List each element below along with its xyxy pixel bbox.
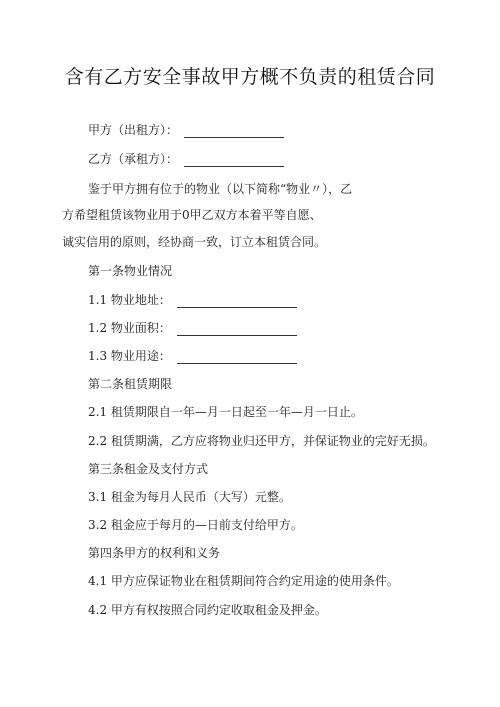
preamble-line-3: 诚实信用的原则，经协商一致，订立本租赁合同。	[62, 235, 327, 249]
item-label: 1.1 物业地址：	[88, 293, 171, 307]
preamble-line-2: 方希望租赁该物业用于0甲乙双方本着平等自愿、	[62, 208, 322, 222]
party-a-label: 甲方（出租方）：	[88, 123, 179, 137]
section-3-item-2: 3.2 租金应于每月的—日前支付给甲方。	[88, 518, 303, 532]
document-title: 含有乙方安全事故甲方概不负责的租赁合同	[64, 66, 436, 88]
section-3-item-1: 3.1 租金为每月人民币（大写）元整。	[88, 490, 291, 504]
address-blank	[177, 294, 297, 308]
party-a-line	[88, 122, 284, 138]
section-2-item-1: 2.1 租赁期限自一年—月一日起至一年—月一日止。	[88, 405, 363, 419]
section-4-item-2: 4.2 甲方有权按照合同约定收取租金及押金。	[88, 603, 327, 617]
item-label: 1.2 物业面积：	[88, 321, 171, 335]
section-4-heading: 第四条甲方的权利和义务	[88, 546, 221, 560]
party-b-blank	[184, 153, 284, 167]
section-3-heading: 第三条租金及支付方式	[88, 462, 209, 476]
section-1-item-3	[88, 348, 297, 364]
section-1-item-2	[88, 320, 297, 336]
party-a-blank	[184, 124, 284, 138]
use-blank	[177, 350, 297, 364]
party-b-line	[88, 151, 284, 167]
area-blank	[177, 322, 297, 336]
section-2-heading: 第二条租赁期限	[88, 377, 173, 391]
preamble-line-1: 鉴于甲方拥有位于的物业（以下简称“物业〃），乙	[88, 182, 353, 196]
section-2-item-2: 2.2 租赁期满，乙方应将物业归还甲方，并保证物业的完好无损。	[88, 434, 435, 448]
section-4-item-1: 4.1 甲方应保证物业在租赁期间符合约定用途的使用条件。	[88, 574, 399, 588]
section-1-item-1	[88, 292, 297, 308]
section-1-heading: 第一条物业情况	[88, 264, 173, 278]
party-b-label: 乙方（承租方）：	[88, 152, 179, 166]
item-label: 1.3 物业用途：	[88, 349, 171, 363]
